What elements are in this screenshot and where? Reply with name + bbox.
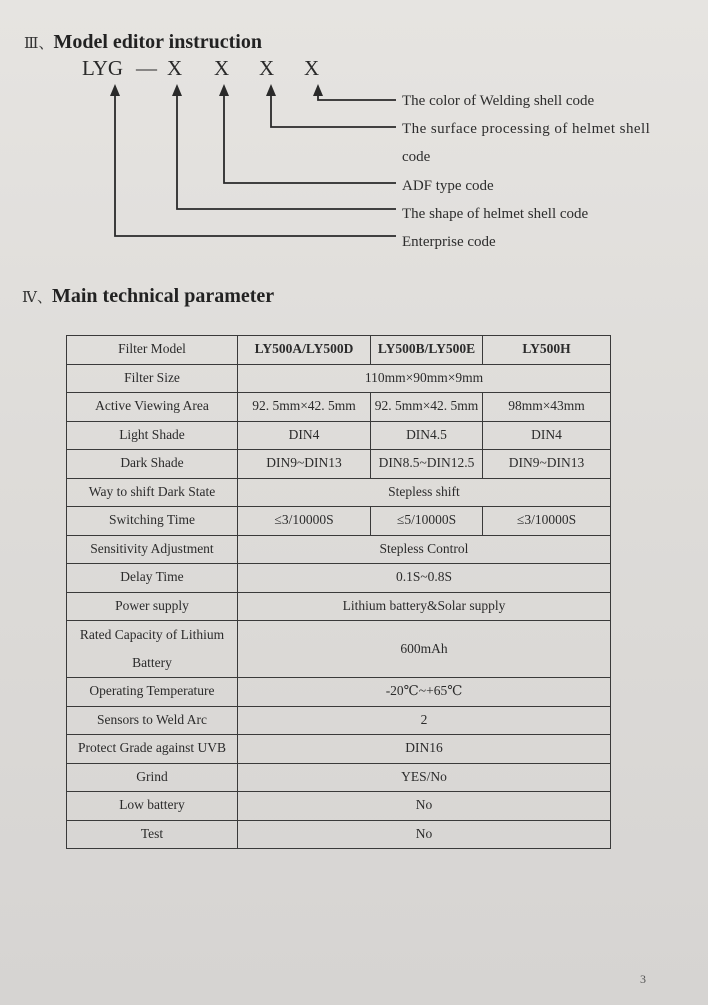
row-label: Delay Time [67, 564, 238, 593]
table-row [67, 763, 611, 792]
label-surface-code-cont: code [402, 149, 431, 165]
row-label: Way to shift Dark State [67, 478, 238, 507]
row-value: No [238, 792, 611, 821]
connector-lines [115, 90, 396, 236]
row-label: Light Shade [67, 421, 238, 450]
row-value: Stepless Control [238, 535, 611, 564]
row-value: Lithium battery&Solar supply [238, 592, 611, 621]
connector-adf [224, 90, 396, 183]
cell-value: 98mm×43mm [483, 393, 611, 422]
row-value: 2 [238, 706, 611, 735]
cell-value: DIN4 [483, 421, 611, 450]
label-adf-code: ADF type code [402, 178, 494, 194]
section-4-title: Main technical parameter [52, 285, 275, 307]
model-header-3: LY500H [483, 336, 611, 365]
label-color-code: The color of Welding shell code [402, 93, 595, 109]
arrow-up-icon [219, 84, 229, 96]
row-label: Filter Model [67, 336, 238, 365]
table-row [67, 450, 611, 479]
label-enterprise-code: Enterprise code [402, 234, 496, 250]
table-row [67, 421, 611, 450]
cell-value: ≤5/10000S [371, 507, 483, 536]
label-shape-code: The shape of helmet shell code [402, 206, 589, 222]
row-label: Active Viewing Area [67, 393, 238, 422]
row-label: Grind [67, 763, 238, 792]
table-row [67, 592, 611, 621]
table-row [67, 820, 611, 849]
table-row [67, 792, 611, 821]
row-label: Protect Grade against UVB [67, 735, 238, 764]
connector-enterprise [115, 90, 396, 236]
row-label: Test [67, 820, 238, 849]
table-row [67, 364, 611, 393]
arrow-up-icon [172, 84, 182, 96]
row-label: Operating Temperature [67, 678, 238, 707]
cell-value: DIN8.5~DIN12.5 [371, 450, 483, 479]
arrow-up-icon [266, 84, 276, 96]
code-x-1: X [167, 56, 183, 80]
row-value: 110mm×90mm×9mm [238, 364, 611, 393]
table-row [67, 621, 611, 678]
cell-value: 92. 5mm×42. 5mm [238, 393, 371, 422]
table-row [67, 393, 611, 422]
cell-value: DIN9~DIN13 [483, 450, 611, 479]
label-surface-code: The surface processing of helmet shell [402, 121, 651, 137]
code-dash: — [136, 56, 157, 80]
row-label: Power supply [67, 592, 238, 621]
row-label-line-1: Rated Capacity of Lithium [79, 627, 225, 642]
arrow-up-icon [313, 84, 323, 96]
row-value: -20℃~+65℃ [238, 678, 611, 707]
cell-value: 92. 5mm×42. 5mm [371, 393, 483, 422]
code-x-3: X [259, 56, 275, 80]
section-4-heading [22, 282, 274, 309]
connector-shape [177, 90, 396, 209]
row-label: Sensitivity Adjustment [67, 535, 238, 564]
connector-surface [271, 90, 396, 127]
table-row [67, 678, 611, 707]
technical-parameter-table [66, 335, 611, 849]
code-x-4: X [304, 56, 320, 80]
row-label: Low battery [67, 792, 238, 821]
row-label-line-2: Battery [132, 655, 172, 670]
table-row [67, 535, 611, 564]
table-row [67, 478, 611, 507]
table-row [67, 564, 611, 593]
arrow-up-icon [110, 84, 120, 96]
cell-value: DIN4 [238, 421, 371, 450]
code-x-2: X [214, 56, 230, 80]
page-number: 3 [640, 972, 646, 986]
section-3-number: Ⅲ、 [24, 36, 54, 52]
row-value: Stepless shift [238, 478, 611, 507]
row-label: Dark Shade [67, 450, 238, 479]
row-value: YES/No [238, 763, 611, 792]
section-4-number: Ⅳ、 [22, 290, 52, 306]
model-header-2: LY500B/LY500E [371, 336, 483, 365]
cell-value: ≤3/10000S [238, 507, 371, 536]
section-3-title: Model editor instruction [53, 31, 262, 53]
row-label: Sensors to Weld Arc [67, 706, 238, 735]
cell-value: DIN4.5 [371, 421, 483, 450]
row-label [67, 621, 238, 678]
table-row [67, 336, 611, 365]
table-row [67, 735, 611, 764]
row-value: No [238, 820, 611, 849]
arrow-heads [110, 84, 323, 96]
cell-value: ≤3/10000S [483, 507, 611, 536]
row-value: 0.1S~0.8S [238, 564, 611, 593]
model-header-1: LY500A/LY500D [238, 336, 371, 365]
row-label: Filter Size [67, 364, 238, 393]
row-value: DIN16 [238, 735, 611, 764]
cell-value: DIN9~DIN13 [238, 450, 371, 479]
table-row [67, 706, 611, 735]
code-prefix: LYG [82, 56, 124, 80]
connector-color [318, 90, 396, 100]
row-value: 600mAh [238, 621, 611, 678]
table-row [67, 507, 611, 536]
row-label: Switching Time [67, 507, 238, 536]
